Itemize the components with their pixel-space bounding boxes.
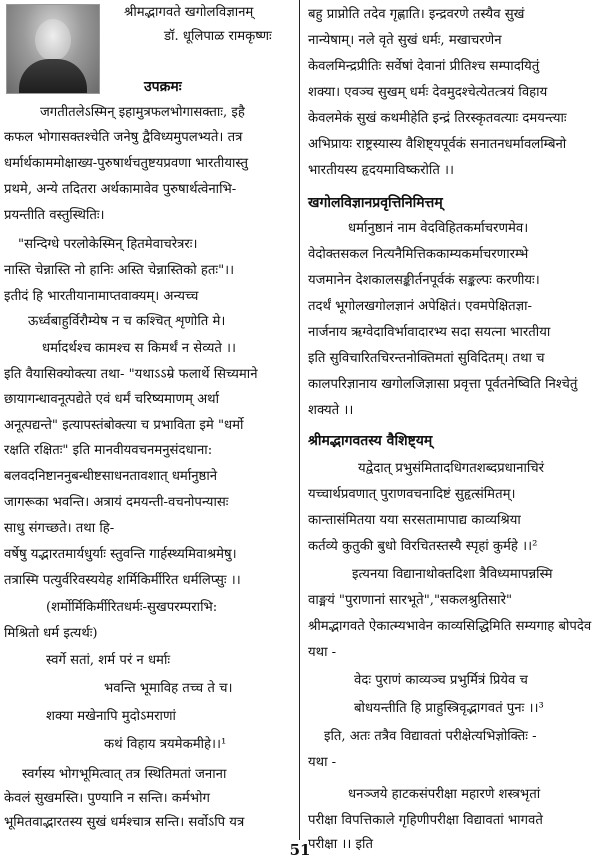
paragraph-line: धर्मार्थकाममोक्षाख्य-पुरुषार्थचतुष्टयप्रवणा भारतीयास्तु (4, 156, 249, 171)
verse-line: परीक्षा ।। इति (308, 837, 373, 852)
paragraph-line: वाङ्मयं "पुराणानां सारभूते","सकलश्रुतिसारे" (308, 593, 513, 608)
paragraph-line: स्वर्गस्य भोगभूमित्वात् तत्र स्थितिमतां जनाना (22, 767, 227, 782)
verse-line: वेदः पुराणं काव्यञ्च प्रभुर्मित्रं प्रियेव च (354, 673, 528, 688)
paragraph-line: केवलमेकं सुखं कथमीहेति इन्द्रं तिरस्कृतवत्याः दमयन्त्याः (308, 111, 567, 126)
section-heading-khagola: खगोलविज्ञानप्रवृत्तिनिमित्तम् (308, 195, 443, 211)
verse-line: परीक्षा विपत्तिकाले गृहिणीपरीक्षा विद्यावतां भागवते (308, 813, 543, 828)
section-heading-upakrama: उपक्रमः (144, 79, 182, 95)
paragraph-line: भारतीयस्य हृदयमाविष्करोति ।। (308, 163, 455, 178)
verse-line: कर्तव्ये कुतुकी बुधो विरचितस्तस्यै स्पृहां कुर्महे ।।² (308, 539, 538, 554)
verse-line: कान्तासंमितया यया सरसतामापाद्य काव्यश्रिया (308, 513, 521, 528)
paragraph-line: यजमानेन देशकालसङ्कीर्तनपूर्वकं सङ्कल्पः करणीयः। (308, 273, 540, 288)
paragraph-line: कफल भोगासक्तश्चेति जनेषु द्वैविध्यमुपलभ्यते। तत्र (4, 130, 243, 145)
verse-line: बोधयन्तीति हि प्राहुस्त्रिवृद्भागवतं पुनः ।।³ (354, 701, 544, 716)
paragraph-line: नार्जनाय ऋग्वेदाविर्भावादारभ्य सदा सयत्ना भारतीया (308, 325, 551, 340)
paragraph-line: छायागन्धावनूत्पद्येते एवं धर्मं चरिष्यमाणम् अर्था (4, 392, 219, 407)
verse-line: स्वर्गे सतां, शर्म परं न धर्माः (46, 653, 171, 668)
verse-line: यद्वेदात् प्रभुसंमितादधिगतशब्दप्रधानाचिरं (358, 461, 545, 476)
paragraph-line: इति सुविचारितचिरन्तनोक्तिमतां सुविदितम्। तथा च (308, 351, 545, 366)
paragraph-line: साधु संगच्छते। तथा हि- (4, 521, 115, 536)
paragraph-line: इति वैयासिक्योक्त्या तथा- "यथाऽऽम्रे फलार्थे सिच्यमाने (4, 367, 258, 382)
paragraph-line: धर्मानुष्ठानं नाम वेदविहितकर्माचरणमेव। (348, 221, 529, 236)
verse-line: तत्रास्मि पत्युर्वरिवस्ययेह शर्मिकिर्मीरित धर्मलिप्सुः ।। (4, 573, 241, 588)
verse-line: शक्या मखेनापि मुदोऽमराणां (46, 709, 176, 724)
paragraph-line: नान्येषाम्। नले वृते सुखं धर्मः, मखाचरणेन (308, 33, 502, 48)
section-heading-bhagavata: श्रीमद्भागवतस्य वैशिष्ट्यम् (308, 433, 433, 449)
paragraph-line: प्रथमे, अन्ये तदितरा अर्थकामावेव पुरुषार्थत्वेनाभि- (4, 182, 237, 197)
paragraph-line: कालपरिज्ञानाय खगोलजिज्ञासा प्रवृत्ता पूर्वतनेष्विति निश्चेतुं (308, 377, 578, 392)
verse-line: भवन्ति भूमाविह तच्च ते च। (104, 681, 233, 696)
paragraph-line: मिश्रितो धर्म इत्यर्थः) (4, 626, 98, 641)
paragraph-line: शक्यते ।। (308, 403, 354, 418)
verse-line: कथं विहाय त्रयमेकमीहे।।¹ (104, 737, 227, 752)
paragraph-line: बहु प्राप्नोति तदेव गृह्णाति। इन्द्रवरणे तस्यैव सुखं (308, 7, 525, 22)
author-name: डॉ. धूलिपाळ रामकृष्णः (164, 29, 272, 44)
verse-line: धनञ्जये हाटकसंपरीक्षा महारणे शस्त्रभृतां (348, 787, 541, 802)
verse-line: यच्चार्थप्रवणात् पुराणवचनादिष्टं सुहृत्संमितम्। (308, 487, 516, 502)
paragraph-line: अभिप्रायः राष्ट्रस्यास्य वैशिष्ट्यपूर्वकं सनातनधर्मावलम्बिनो (308, 137, 567, 152)
paragraph-line: जगतीतलेऽस्मिन् इहामुत्रफलभोगासक्ताः, इहै (40, 105, 245, 120)
paragraph-line: (शर्मोर्मिकिर्मीरितधर्मः-सुखपरम्पराभि: (46, 600, 218, 615)
paragraph-line: तदर्थं भूगोलखगोलज्ञानं अपेक्षितं। एवमपेक्षितज्ञा- (308, 299, 532, 314)
paragraph-line: प्रयन्तीति वस्तुस्थितिः। (4, 208, 105, 223)
paragraph-line: वेदोक्तसकल नित्यनैमित्तिककाम्यकर्माचरणारम्भे (308, 247, 529, 262)
verse-line: वर्षेषु यद्भारतमार्यधुर्याः स्तुवन्ति गार्हस्थ्यमिवाश्रमेषु। (4, 547, 237, 562)
paragraph-line: इति, अतः तत्रैव विद्यावतां परीक्षेत्यभिज्ञोक्तिः - (324, 729, 537, 744)
verse-line: धर्मादर्थश्च कामश्च स किमर्थं न सेव्यते ।। (42, 341, 237, 356)
paragraph-line: शक्या। एवञ्च सुखम् धर्मः देवमुदश्चेत्येतत्त्रयं विहाय (308, 85, 548, 100)
verse-line: ऊर्ध्वबाहुर्विरौम्येष न च कश्चित् शृणोति मे। (28, 314, 226, 329)
paragraph-line: भूमितवाद्भारतस्य सुखं धर्मश्चात्र सन्ति। सर्वोऽपि यत्र (4, 815, 245, 830)
paragraph-line: इत्यनया विद्यानाथोक्तदिशा त्रैविध्यमापन्नस्मि (352, 567, 553, 582)
page-number: 51 (289, 841, 311, 859)
article-title: श्रीमद्भागवते खगोलविज्ञानम् (124, 5, 254, 20)
paragraph-line: केवलमिन्द्रप्रीतिः सर्वेषां देवानां प्रीतिश्च सम्पादयितुं (308, 59, 540, 74)
verse-line: "सन्दिग्धे परलोकेस्मिन् हितमेवाचरेत्ररः। (18, 237, 198, 252)
paragraph-line: अनूत्पद्यन्ते" इत्यापस्तंबोक्त्या च प्रभाविता इमे "धर्मो (4, 418, 244, 433)
verse-line: नास्ति चेन्नास्ति नो हानिः अस्ति चेन्नास्तिको हतः"।। (4, 263, 235, 278)
paragraph-line: श्रीमद्भागवते ऐकात्म्यभावेन काव्यसिद्धिमिति सम्यगाह बोपदेव (308, 619, 592, 634)
paragraph-line: यथा - (308, 755, 337, 770)
paragraph-line: यथा - (308, 645, 337, 660)
paragraph-line: जागरूका भवन्ति। अत्रायं दमयन्ती-वचनोपन्यासः (4, 495, 229, 510)
paragraph-line: रक्षति रक्षितः" इति मानवीयवचनमनुसंदधाना: (4, 443, 213, 458)
paragraph-line: केवलं सुखमस्ति। पुण्यानि न सन्ति। कर्मभोग (4, 791, 210, 806)
paragraph-line: बलवदनिष्टाननुबन्धीष्टसाधनतावशात् धर्मानुष्ठाने (4, 469, 218, 484)
column-divider (299, 0, 300, 840)
paragraph-line: इतीदं हि भारतीयानामाप्तवाक्यम्। अन्यच्च (4, 289, 199, 304)
